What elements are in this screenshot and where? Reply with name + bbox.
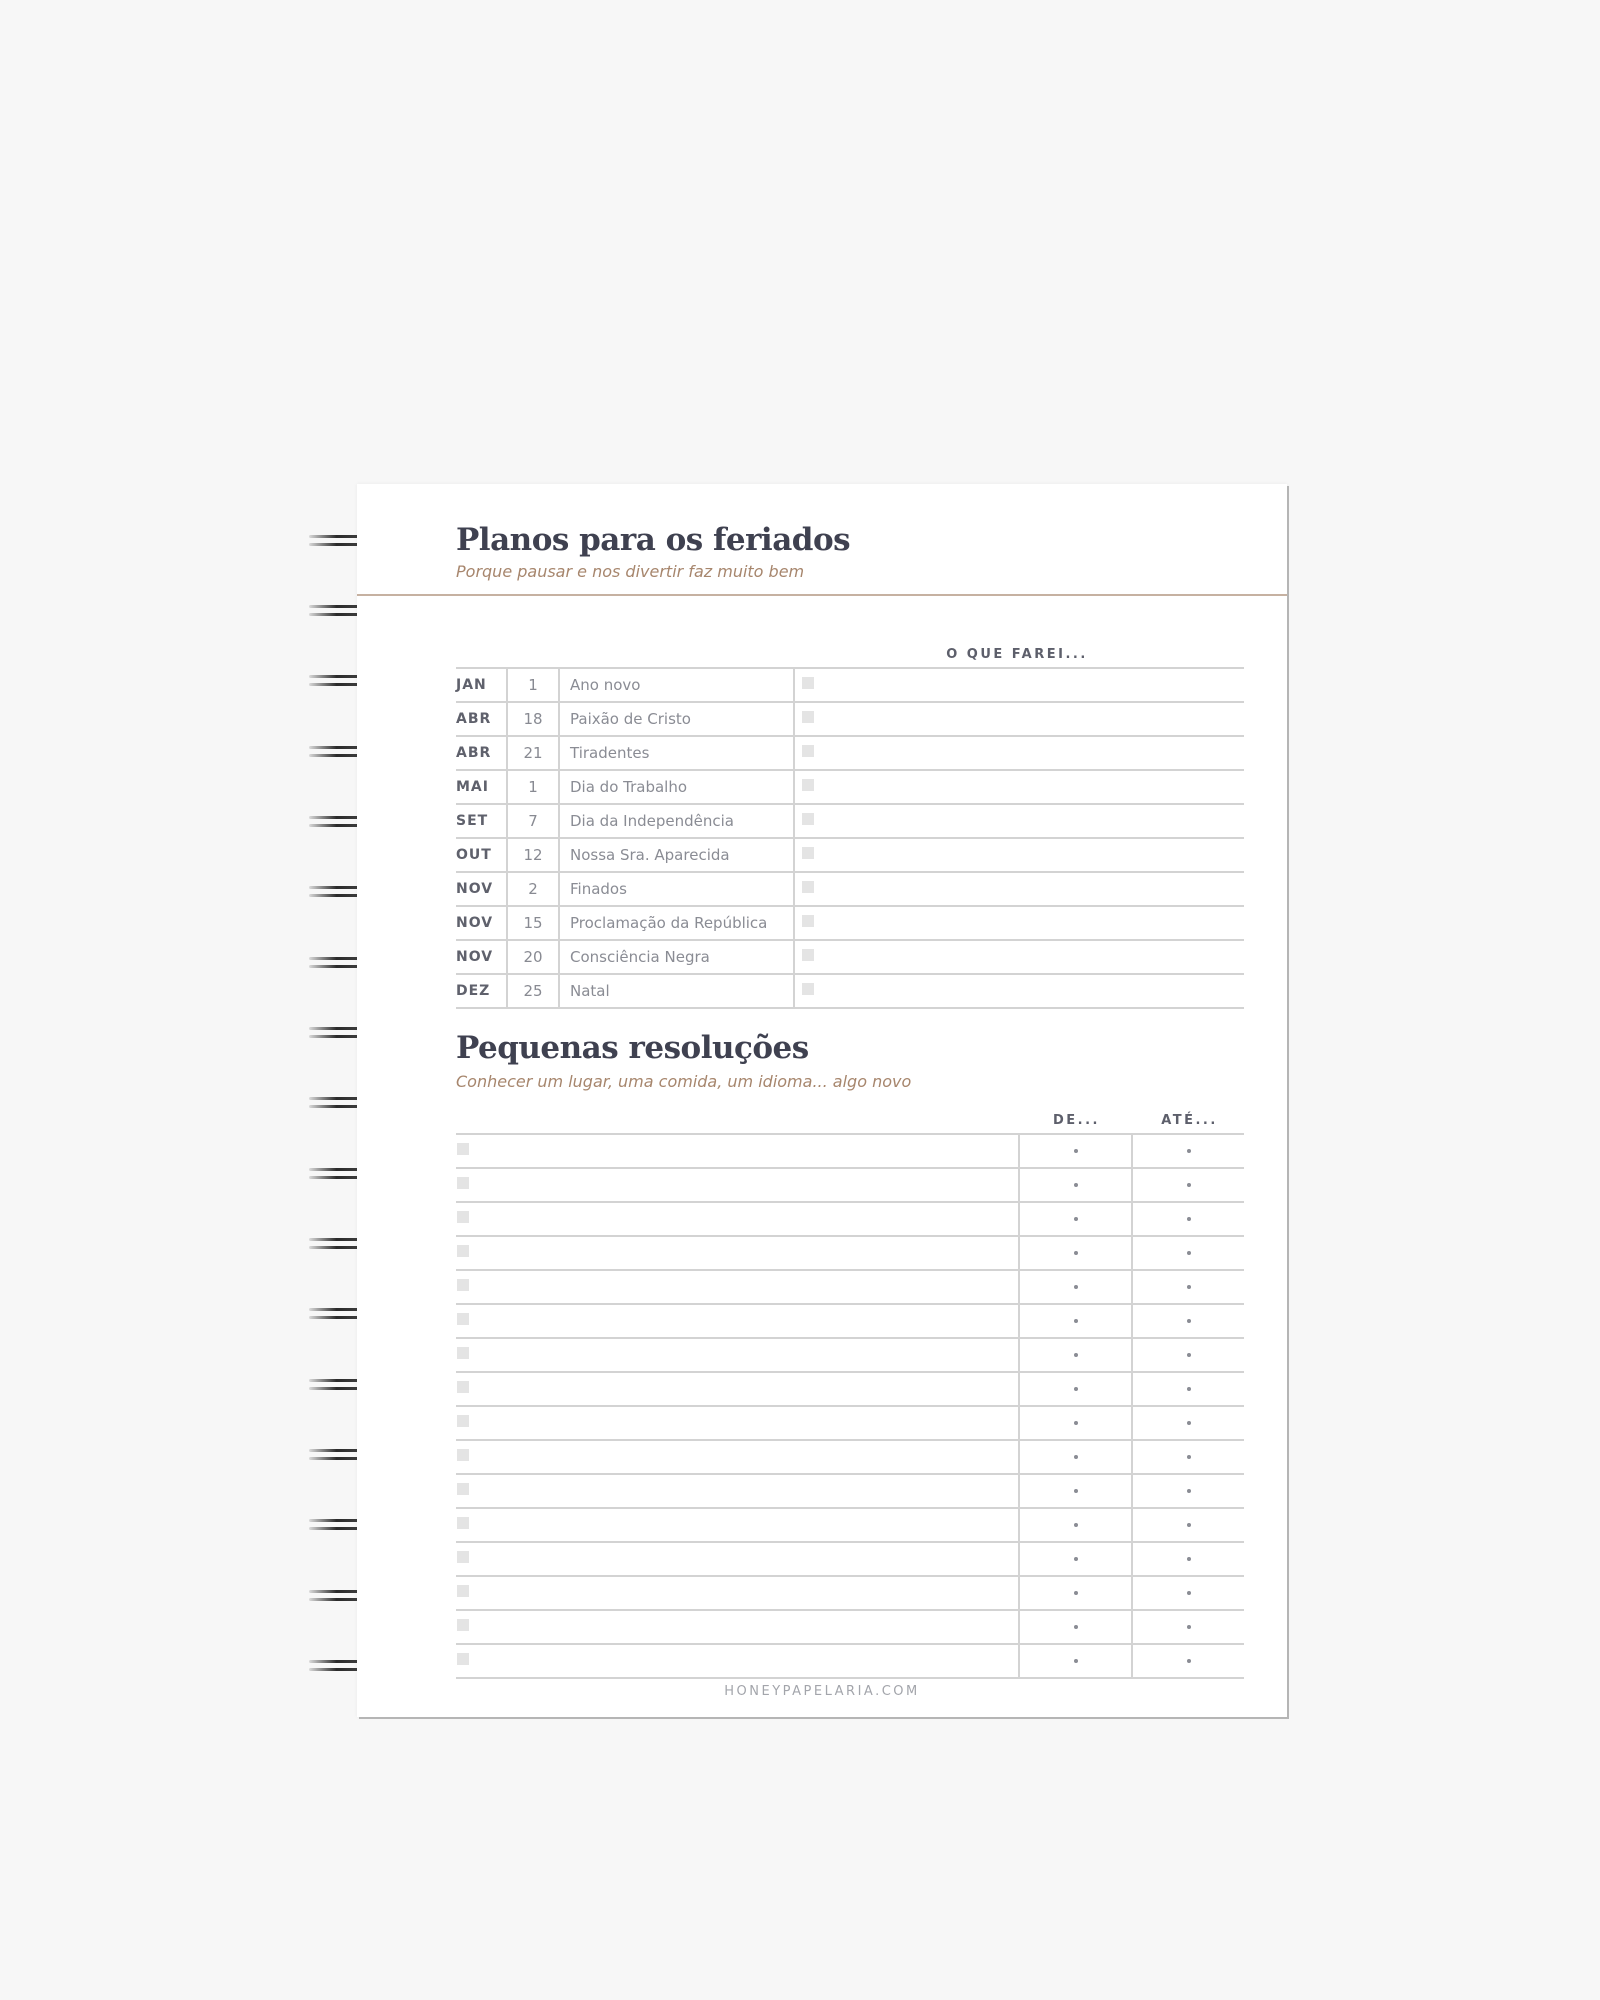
holiday-checkbox[interactable]	[802, 711, 814, 723]
date-separator-dot	[1187, 1625, 1191, 1629]
resolution-to-field[interactable]	[1133, 1645, 1244, 1677]
resolution-row	[456, 1543, 1244, 1577]
date-separator-dot	[1074, 1251, 1078, 1255]
resolution-row	[456, 1577, 1244, 1611]
date-separator-dot	[1187, 1353, 1191, 1357]
holiday-row	[456, 737, 1244, 771]
holiday-month: JAN	[456, 669, 508, 701]
resolution-field[interactable]	[456, 1543, 1020, 1575]
holiday-name: Finados	[560, 873, 795, 905]
holiday-checkbox[interactable]	[802, 949, 814, 961]
holiday-checkbox[interactable]	[802, 915, 814, 927]
resolution-row	[456, 1441, 1244, 1475]
resolution-field[interactable]	[456, 1135, 1020, 1167]
resolution-checkbox[interactable]	[457, 1279, 469, 1291]
resolution-to-field[interactable]	[1133, 1441, 1244, 1473]
holiday-name: Proclamação da República	[560, 907, 795, 939]
resolution-field[interactable]	[456, 1237, 1020, 1269]
date-separator-dot	[1074, 1217, 1078, 1221]
resolution-checkbox[interactable]	[457, 1517, 469, 1529]
header-divider	[357, 594, 1287, 596]
resolution-from-field[interactable]	[1020, 1611, 1133, 1643]
date-separator-dot	[1187, 1251, 1191, 1255]
resolution-row	[456, 1271, 1244, 1305]
resolution-checkbox[interactable]	[457, 1653, 469, 1665]
resolutions-table	[456, 1133, 1244, 1679]
date-separator-dot	[1074, 1557, 1078, 1561]
resolution-from-field[interactable]	[1020, 1407, 1133, 1439]
holiday-day: 15	[508, 907, 560, 939]
holiday-month: OUT	[456, 839, 508, 871]
date-separator-dot	[1074, 1149, 1078, 1153]
holiday-row	[456, 873, 1244, 907]
from-column-header: DE...	[1053, 1113, 1100, 1128]
resolution-row	[456, 1509, 1244, 1543]
date-separator-dot	[1074, 1455, 1078, 1459]
holiday-row	[456, 805, 1244, 839]
resolution-row	[456, 1611, 1244, 1645]
resolutions-subtitle: Conhecer um lugar, uma comida, um idioma... algo novo	[456, 1072, 912, 1091]
date-separator-dot	[1187, 1149, 1191, 1153]
holiday-checkbox[interactable]	[802, 983, 814, 995]
holiday-month: NOV	[456, 907, 508, 939]
resolutions-title: Pequenas resoluções	[456, 1030, 809, 1066]
holiday-checkbox[interactable]	[802, 677, 814, 689]
resolution-row	[456, 1339, 1244, 1373]
resolution-from-field[interactable]	[1020, 1305, 1133, 1337]
resolution-field[interactable]	[456, 1407, 1020, 1439]
resolution-row	[456, 1305, 1244, 1339]
resolution-to-field[interactable]	[1133, 1237, 1244, 1269]
resolution-from-field[interactable]	[1020, 1339, 1133, 1371]
holiday-month: MAI	[456, 771, 508, 803]
holiday-name: Natal	[560, 975, 795, 1007]
holiday-plan-field[interactable]	[795, 805, 1244, 837]
holiday-day: 18	[508, 703, 560, 735]
holiday-day: 1	[508, 669, 560, 701]
planner-page	[357, 484, 1287, 1717]
holiday-day: 1	[508, 771, 560, 803]
holiday-plan-field[interactable]	[795, 771, 1244, 803]
holiday-plan-field[interactable]	[795, 703, 1244, 735]
date-separator-dot	[1187, 1523, 1191, 1527]
resolution-checkbox[interactable]	[457, 1245, 469, 1257]
holiday-checkbox[interactable]	[802, 779, 814, 791]
date-separator-dot	[1187, 1591, 1191, 1595]
resolution-from-field[interactable]	[1020, 1203, 1133, 1235]
holiday-name: Dia do Trabalho	[560, 771, 795, 803]
resolution-from-field[interactable]	[1020, 1237, 1133, 1269]
resolution-row	[456, 1645, 1244, 1679]
resolution-field[interactable]	[456, 1169, 1020, 1201]
resolution-to-field[interactable]	[1133, 1203, 1244, 1235]
holiday-month: NOV	[456, 941, 508, 973]
holiday-plan-field[interactable]	[795, 975, 1244, 1007]
resolution-row	[456, 1169, 1244, 1203]
holiday-month: NOV	[456, 873, 508, 905]
date-separator-dot	[1074, 1387, 1078, 1391]
resolution-from-field[interactable]	[1020, 1543, 1133, 1575]
resolution-from-field[interactable]	[1020, 1645, 1133, 1677]
holiday-plan-field[interactable]	[795, 737, 1244, 769]
holidays-title: Planos para os feriados	[456, 522, 851, 558]
resolution-checkbox[interactable]	[457, 1313, 469, 1325]
resolution-checkbox[interactable]	[457, 1177, 469, 1189]
holiday-row	[456, 975, 1244, 1009]
resolution-checkbox[interactable]	[457, 1143, 469, 1155]
resolution-field[interactable]	[456, 1271, 1020, 1303]
date-separator-dot	[1074, 1285, 1078, 1289]
resolution-row	[456, 1237, 1244, 1271]
holiday-plan-field[interactable]	[795, 907, 1244, 939]
date-separator-dot	[1187, 1557, 1191, 1561]
resolution-field[interactable]	[456, 1203, 1020, 1235]
resolution-row	[456, 1373, 1244, 1407]
date-separator-dot	[1187, 1421, 1191, 1425]
holiday-day: 7	[508, 805, 560, 837]
date-separator-dot	[1074, 1591, 1078, 1595]
resolution-checkbox[interactable]	[457, 1551, 469, 1563]
resolution-to-field[interactable]	[1133, 1611, 1244, 1643]
holiday-month: SET	[456, 805, 508, 837]
date-separator-dot	[1187, 1455, 1191, 1459]
date-separator-dot	[1187, 1659, 1191, 1663]
date-separator-dot	[1187, 1183, 1191, 1187]
resolution-to-field[interactable]	[1133, 1577, 1244, 1609]
resolution-checkbox[interactable]	[457, 1483, 469, 1495]
holidays-subtitle: Porque pausar e nos divertir faz muito bem	[456, 562, 805, 581]
holiday-day: 2	[508, 873, 560, 905]
resolution-from-field[interactable]	[1020, 1135, 1133, 1167]
resolution-checkbox[interactable]	[457, 1449, 469, 1461]
holiday-name: Consciência Negra	[560, 941, 795, 973]
holiday-plan-field[interactable]	[795, 941, 1244, 973]
date-separator-dot	[1074, 1659, 1078, 1663]
resolution-field[interactable]	[456, 1475, 1020, 1507]
date-separator-dot	[1074, 1319, 1078, 1323]
date-separator-dot	[1074, 1183, 1078, 1187]
resolution-to-field[interactable]	[1133, 1271, 1244, 1303]
footer-website: HONEYPAPELARIA.COM	[724, 1684, 920, 1699]
date-separator-dot	[1187, 1489, 1191, 1493]
to-column-header: ATÉ...	[1161, 1113, 1218, 1128]
resolution-field[interactable]	[456, 1645, 1020, 1677]
resolution-to-field[interactable]	[1133, 1339, 1244, 1371]
holiday-name: Tiradentes	[560, 737, 795, 769]
date-separator-dot	[1187, 1285, 1191, 1289]
resolution-from-field[interactable]	[1020, 1577, 1133, 1609]
holiday-day: 20	[508, 941, 560, 973]
resolution-to-field[interactable]	[1133, 1407, 1244, 1439]
holiday-day: 12	[508, 839, 560, 871]
holiday-row	[456, 839, 1244, 873]
resolution-row	[456, 1203, 1244, 1237]
holiday-month: ABR	[456, 703, 508, 735]
holiday-row	[456, 941, 1244, 975]
holiday-row	[456, 669, 1244, 703]
resolution-to-field[interactable]	[1133, 1169, 1244, 1201]
resolution-to-field[interactable]	[1133, 1135, 1244, 1167]
resolution-from-field[interactable]	[1020, 1475, 1133, 1507]
resolution-row	[456, 1407, 1244, 1441]
holiday-month: DEZ	[456, 975, 508, 1007]
holiday-plan-field[interactable]	[795, 669, 1244, 701]
date-separator-dot	[1074, 1489, 1078, 1493]
resolution-from-field[interactable]	[1020, 1169, 1133, 1201]
resolution-to-field[interactable]	[1133, 1475, 1244, 1507]
holiday-name: Dia da Independência	[560, 805, 795, 837]
date-separator-dot	[1074, 1353, 1078, 1357]
resolution-to-field[interactable]	[1133, 1543, 1244, 1575]
resolution-from-field[interactable]	[1020, 1373, 1133, 1405]
holidays-table	[456, 667, 1244, 1009]
holiday-name: Nossa Sra. Aparecida	[560, 839, 795, 871]
holiday-checkbox[interactable]	[802, 847, 814, 859]
holiday-checkbox[interactable]	[802, 881, 814, 893]
resolution-to-field[interactable]	[1133, 1373, 1244, 1405]
resolution-checkbox[interactable]	[457, 1211, 469, 1223]
date-separator-dot	[1074, 1421, 1078, 1425]
resolution-checkbox[interactable]	[457, 1415, 469, 1427]
date-separator-dot	[1074, 1625, 1078, 1629]
resolution-row	[456, 1475, 1244, 1509]
date-separator-dot	[1187, 1217, 1191, 1221]
resolution-from-field[interactable]	[1020, 1509, 1133, 1541]
resolution-checkbox[interactable]	[457, 1585, 469, 1597]
holiday-row	[456, 771, 1244, 805]
date-separator-dot	[1074, 1523, 1078, 1527]
holiday-name: Paixão de Cristo	[560, 703, 795, 735]
plan-column-header: O QUE FAREI...	[946, 647, 1088, 662]
resolution-checkbox[interactable]	[457, 1381, 469, 1393]
holiday-month: ABR	[456, 737, 508, 769]
resolution-from-field[interactable]	[1020, 1441, 1133, 1473]
resolution-field[interactable]	[456, 1611, 1020, 1643]
resolution-from-field[interactable]	[1020, 1271, 1133, 1303]
resolution-checkbox[interactable]	[457, 1619, 469, 1631]
holiday-row	[456, 907, 1244, 941]
holiday-plan-field[interactable]	[795, 873, 1244, 905]
resolution-row	[456, 1135, 1244, 1169]
holiday-checkbox[interactable]	[802, 745, 814, 757]
holiday-day: 25	[508, 975, 560, 1007]
resolution-field[interactable]	[456, 1339, 1020, 1371]
resolution-to-field[interactable]	[1133, 1509, 1244, 1541]
resolution-field[interactable]	[456, 1509, 1020, 1541]
resolution-checkbox[interactable]	[457, 1347, 469, 1359]
resolution-field[interactable]	[456, 1373, 1020, 1405]
date-separator-dot	[1187, 1387, 1191, 1391]
holiday-name: Ano novo	[560, 669, 795, 701]
resolution-field[interactable]	[456, 1577, 1020, 1609]
resolution-to-field[interactable]	[1133, 1305, 1244, 1337]
date-separator-dot	[1187, 1319, 1191, 1323]
holiday-plan-field[interactable]	[795, 839, 1244, 871]
holiday-day: 21	[508, 737, 560, 769]
resolution-field[interactable]	[456, 1441, 1020, 1473]
holiday-checkbox[interactable]	[802, 813, 814, 825]
holiday-row	[456, 703, 1244, 737]
resolution-field[interactable]	[456, 1305, 1020, 1337]
